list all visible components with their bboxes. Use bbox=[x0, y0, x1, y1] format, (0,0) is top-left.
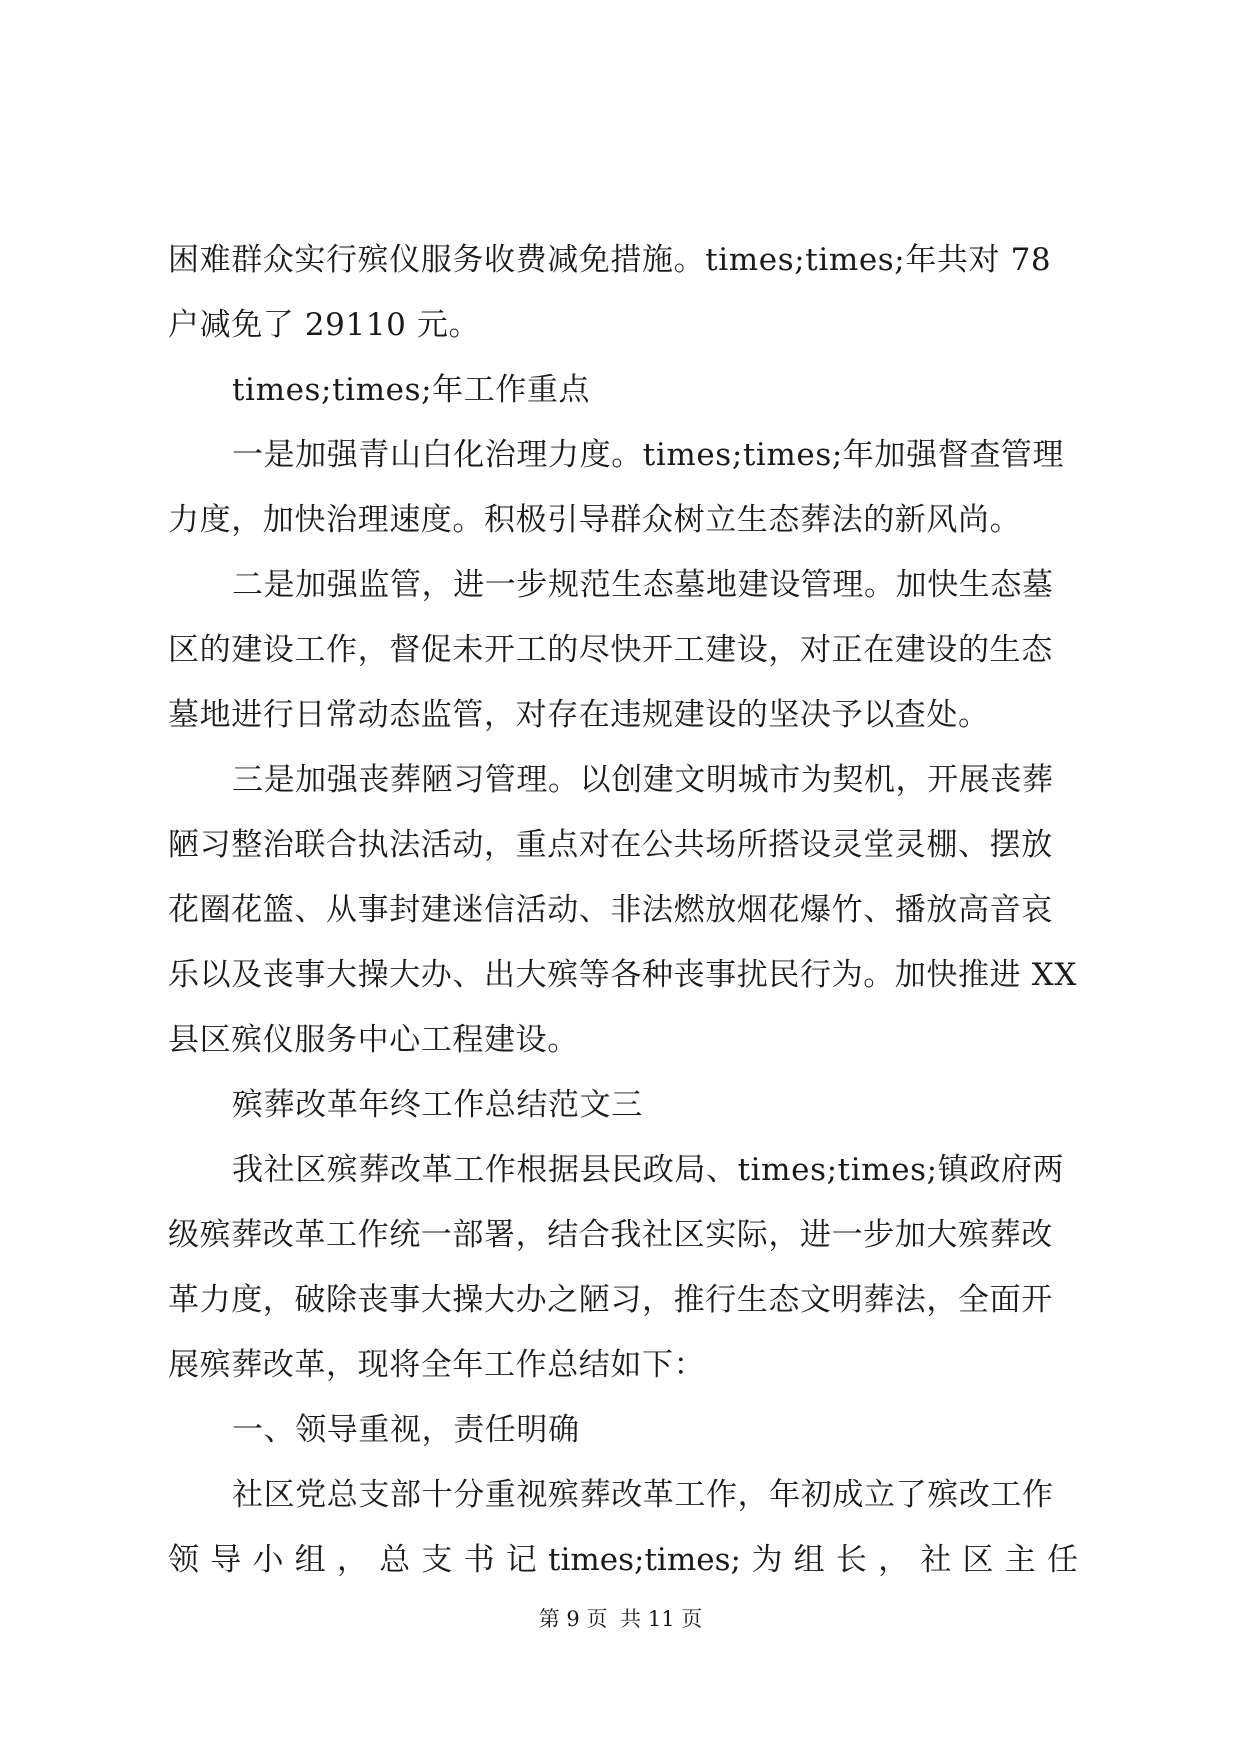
section-title: 殡葬改革年终工作总结范文三 bbox=[232, 1087, 643, 1123]
section-heading: 一、领导重视，责任明确 bbox=[232, 1412, 580, 1448]
paragraph-line: 县区殡仪服务中心工程建设。 bbox=[168, 1022, 579, 1058]
paragraph-line: 区的建设工作，督促未开工的尽快开工建设，对正在建设的生态 bbox=[168, 632, 1053, 668]
paragraph-line: 三是加强丧葬陋习管理。以创建文明城市为契机，开展丧葬 bbox=[232, 762, 1054, 798]
paragraph-line: 户减免了 29110 元。 bbox=[168, 307, 481, 343]
paragraph-line: 我社区殡葬改革工作根据县民政局、times;times;镇政府两 bbox=[232, 1152, 1065, 1188]
paragraph-line: 陋习整治联合执法活动，重点对在公共场所搭设灵堂灵棚、摆放 bbox=[168, 827, 1053, 863]
paragraph-line: 困难群众实行殡仪服务收费减免措施。times;times;年共对 78 bbox=[168, 242, 1052, 278]
paragraph-line: 领 导 小 组 ， 总 支 书 记 times;times; 为 组 长 ， 社 区 主 任 bbox=[168, 1542, 1078, 1578]
page-number: 第 9 页 bbox=[538, 1607, 608, 1631]
paragraph-line: 一是加强青山白化治理力度。times;times;年加强督查管理 bbox=[232, 437, 1065, 473]
paragraph-line: 力度，加快治理速度。积极引导群众树立生态葬法的新风尚。 bbox=[168, 502, 1022, 538]
paragraph-line: 革力度，破除丧事大操大办之陋习，推行生态文明葬法，全面开 bbox=[168, 1282, 1053, 1318]
paragraph-line: 社区党总支部十分重视殡葬改革工作，年初成立了殡改工作 bbox=[232, 1477, 1054, 1513]
page-total: 共 11 页 bbox=[620, 1607, 703, 1631]
paragraph-line: 墓地进行日常动态监管，对存在违规建设的坚决予以查处。 bbox=[168, 697, 990, 733]
paragraph-line: 展殡葬改革，现将全年工作总结如下： bbox=[168, 1347, 706, 1383]
section-heading: times;times;年工作重点 bbox=[232, 372, 591, 408]
document-body bbox=[168, 228, 1078, 1593]
paragraph-line: 花圈花篮、从事封建迷信活动、非法燃放烟花爆竹、播放高音哀 bbox=[168, 892, 1053, 928]
paragraph-line: 级殡葬改革工作统一部署，结合我社区实际，进一步加大殡葬改 bbox=[168, 1217, 1053, 1253]
page-footer bbox=[0, 1604, 1241, 1634]
paragraph-line: 二是加强监管，进一步规范生态墓地建设管理。加快生态墓 bbox=[232, 567, 1054, 603]
paragraph-line: 乐以及丧事大操大办、出大殡等各种丧事扰民行为。加快推进 XX bbox=[168, 957, 1077, 993]
